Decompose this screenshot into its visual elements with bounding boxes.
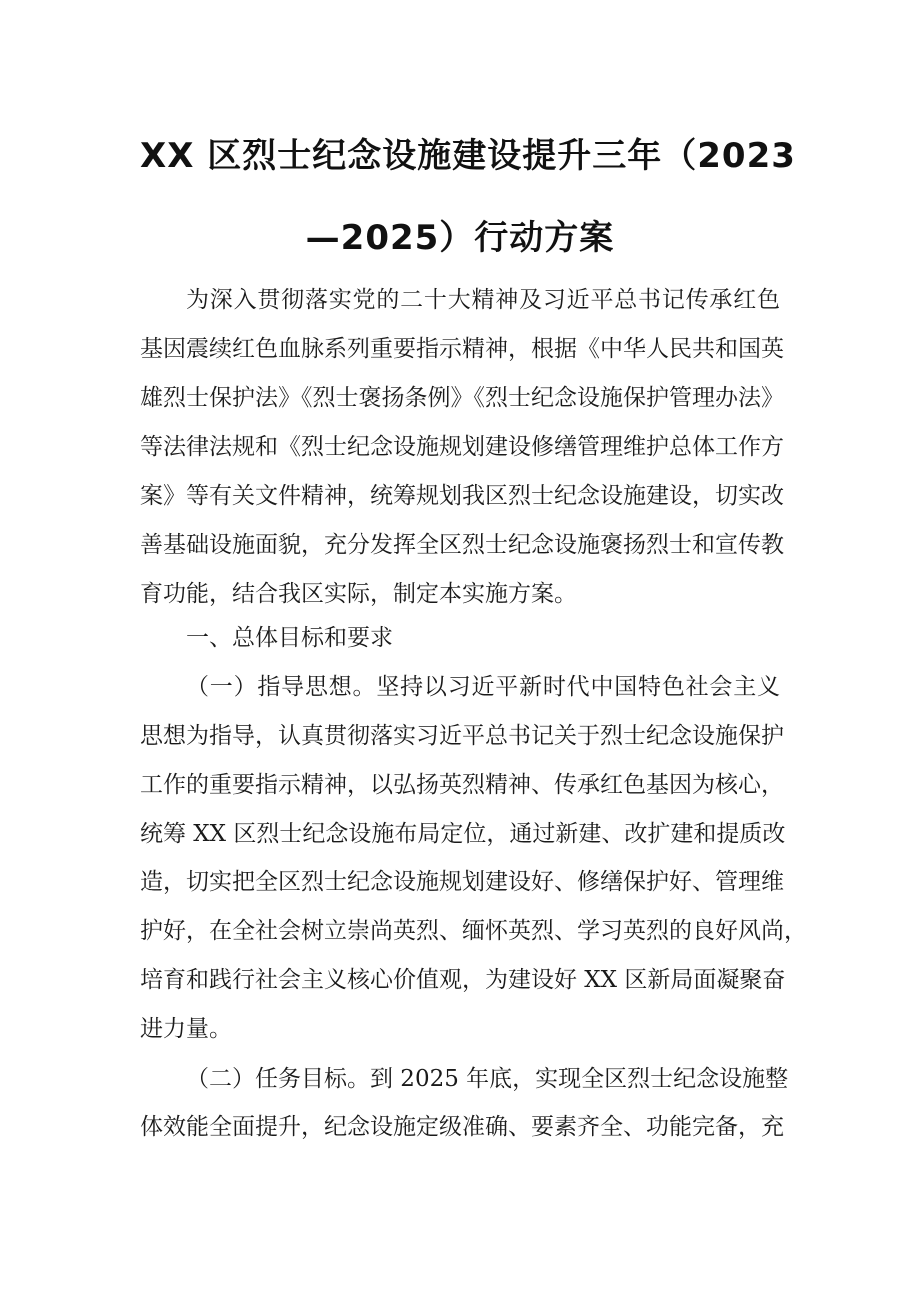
body-line-6: 善基础设施面貌，充分发挥全区烈士纪念设施褒扬烈士和宣传教 — [140, 532, 784, 558]
body-line-2: 基因震续红色血脉系列重要指示精神，根据《中华人民共和国英 — [140, 336, 784, 362]
body-line-17: （二）任务目标。到 2025 年底，实现全区烈士纪念设施整 — [186, 1066, 789, 1092]
document-title-line-1: XX 区烈士纪念设施建设提升三年（2023 — [140, 136, 796, 176]
section-heading-1: 一、总体目标和要求 — [186, 625, 393, 651]
body-line-10: 思想为指导，认真贯彻落实习近平总书记关于烈士纪念设施保护 — [140, 723, 784, 749]
body-line-18: 体效能全面提升，纪念设施定级准确、要素齐全、功能完备，充 — [140, 1114, 784, 1140]
body-line-9: （一）指导思想。坚持以习近平新时代中国特色社会主义 — [186, 674, 780, 700]
body-line-13: 造，切实把全区烈士纪念设施规划建设好、修缮保护好、管理维 — [140, 869, 784, 895]
body-line-5: 案》等有关文件精神，统筹规划我区烈士纪念设施建设，切实改 — [140, 483, 784, 509]
body-line-7: 育功能，结合我区实际，制定本实施方案。 — [140, 581, 577, 607]
body-line-3: 雄烈士保护法》《烈士褒扬条例》《烈士纪念设施保护管理办法》 — [140, 385, 784, 411]
body-line-11: 工作的重要指示精神，以弘扬英烈精神、传承红色基因为核心， — [140, 772, 784, 798]
body-line-15: 培育和践行社会主义核心价值观，为建设好 XX 区新局面凝聚奋 — [140, 967, 786, 993]
body-line-14: 护好，在全社会树立崇尚英烈、缅怀英烈、学习英烈的良好风尚， — [140, 918, 807, 944]
body-line-16: 进力量。 — [140, 1016, 232, 1042]
body-line-12: 统筹 XX 区烈士纪念设施布局定位，通过新建、改扩建和提质改 — [140, 821, 786, 847]
document-title-line-2: —2025）行动方案 — [305, 218, 615, 258]
body-line-4: 等法律法规和《烈士纪念设施规划建设修缮管理维护总体工作方 — [140, 434, 784, 460]
body-line-1: 为深入贯彻落实党的二十大精神及习近平总书记传承红色 — [186, 287, 780, 313]
